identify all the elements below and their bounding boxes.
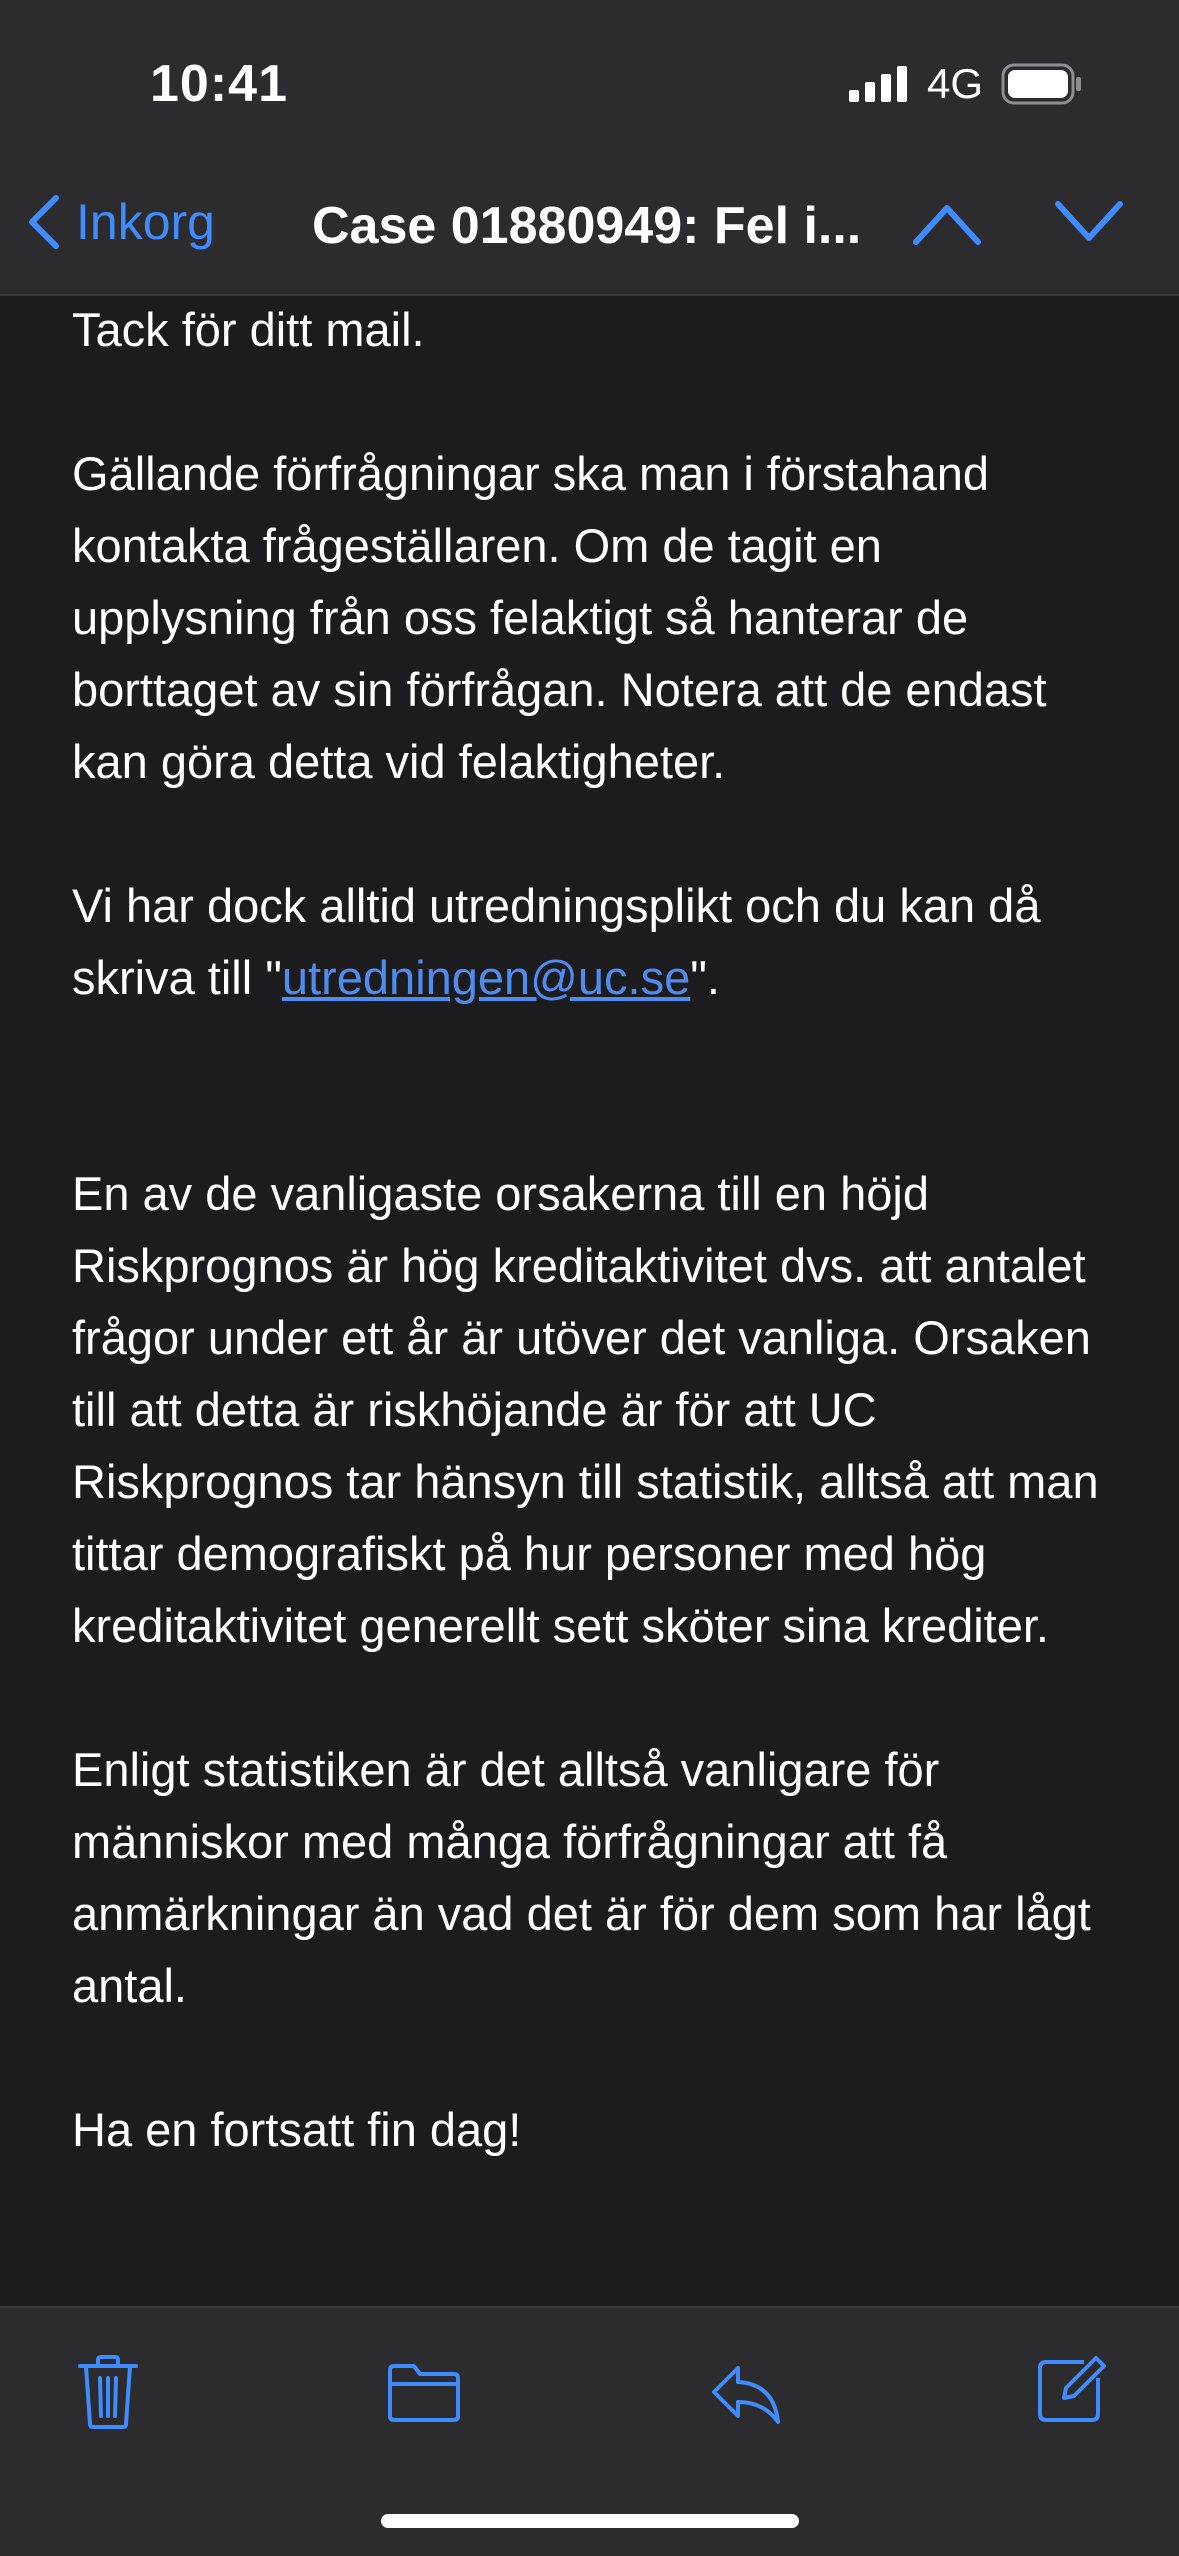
back-label: Inkorg	[76, 194, 215, 250]
signal-icon	[849, 64, 909, 104]
reply-icon[interactable]	[708, 2362, 784, 2426]
paragraph-investigation	[72, 870, 1112, 1014]
paragraph-greeting: Tack för ditt mail.	[72, 303, 425, 356]
chevron-up-icon[interactable]	[912, 198, 982, 248]
paragraph-investigation-text: Vi har dock alltid utredningsplikt och du kan då skriva till "	[72, 879, 1041, 1004]
message-body	[72, 294, 1112, 2166]
home-indicator[interactable]	[381, 2514, 799, 2528]
paragraph-inquiries: Gällande förfrågningar ska man i förstahand kontakta frågeställaren. Om de tagit en upplysning från oss felaktigt så hanterar de borttaget av sin förfrågan. Notera att de endast kan göra detta vid felaktigheter.	[72, 447, 1047, 788]
header	[0, 0, 1179, 296]
paragraph-statistics: Enligt statistiken är det alltså vanligare för människor med många förfrågningar att få anmärkningar än vad det är för dem som har lågt antal.	[72, 1743, 1091, 2012]
status-time: 10:41	[150, 55, 288, 113]
paragraph-investigation-end: ".	[690, 951, 720, 1004]
trash-icon[interactable]	[76, 2354, 140, 2430]
back-button[interactable]	[24, 192, 215, 252]
compose-icon[interactable]	[1034, 2354, 1106, 2426]
chevron-left-icon	[24, 192, 64, 252]
paragraph-riskprognos: En av de vanligaste orsakerna till en höjd Riskprognos är hög kreditaktivitet dvs. att antalet frågor under ett år är utöver det vanliga. Orsaken till att detta är riskhöjande är för att UC Riskprognos tar hänsyn till statistik, alltså att man tittar demografiskt på hur personer med hög kreditaktivitet generellt sett sköter sina krediter.	[72, 1167, 1099, 1652]
chevron-down-icon[interactable]	[1054, 198, 1124, 248]
paragraph-signoff: Ha en fortsatt fin dag!	[72, 2103, 522, 2156]
folder-icon[interactable]	[386, 2362, 462, 2424]
navigation-bar	[0, 180, 1179, 270]
status-indicators	[849, 60, 1083, 108]
email-link[interactable]: utredningen@uc.se	[281, 951, 691, 1004]
network-label: 4G	[926, 60, 983, 107]
battery-icon	[1001, 63, 1083, 105]
message-subject: Case 01880949: Fel i...	[312, 197, 862, 255]
